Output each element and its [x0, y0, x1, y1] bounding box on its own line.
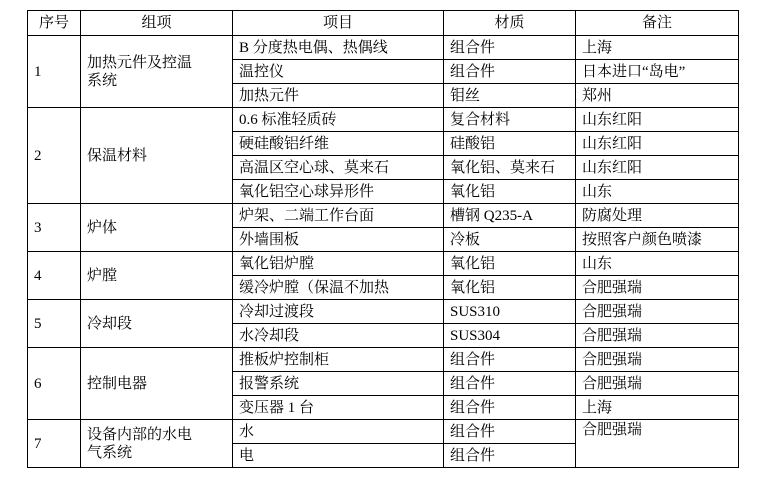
item-cell: 水冷却段: [233, 324, 444, 348]
remark-cell: 郑州: [576, 84, 739, 108]
material-cell: 硅酸铝: [444, 132, 576, 156]
group-label: 炉膛: [87, 267, 118, 284]
material-cell: SUS310: [444, 300, 576, 324]
serial-number-cell: 3: [28, 204, 81, 252]
item-cell: 缓冷炉膛（保温不加热: [233, 276, 444, 300]
equipment-spec-table: [27, 10, 739, 468]
item-cell: 高温区空心球、莫来石: [233, 156, 444, 180]
material-cell: 组合件: [444, 420, 576, 444]
item-cell: 变压器 1 台: [233, 396, 444, 420]
material-cell: 槽钢 Q235-A: [444, 204, 576, 228]
table-row: [28, 300, 739, 324]
serial-number-cell: 5: [28, 300, 81, 348]
group-label: 加热元件及控温系统: [87, 54, 193, 89]
table-row: [28, 204, 739, 228]
material-cell: 氧化铝: [444, 276, 576, 300]
table-row: [28, 420, 739, 444]
material-cell: 氧化铝: [444, 252, 576, 276]
item-cell: 温控仪: [233, 60, 444, 84]
item-cell: 氧化铝炉膛: [233, 252, 444, 276]
material-cell: 复合材料: [444, 108, 576, 132]
remark-cell: 合肥强瑞: [576, 300, 739, 324]
remark-cell: 防腐处理: [576, 204, 739, 228]
item-cell: 报警系统: [233, 372, 444, 396]
remark-cell: 合肥强瑞: [576, 420, 739, 468]
material-cell: 氧化铝、莫来石: [444, 156, 576, 180]
material-cell: 钼丝: [444, 84, 576, 108]
item-cell: 推板炉控制柜: [233, 348, 444, 372]
item-cell: B 分度热电偶、热偶线: [233, 36, 444, 60]
group-label: 保温材料: [87, 147, 148, 164]
header-material: 材质: [444, 11, 576, 36]
item-cell: 加热元件: [233, 84, 444, 108]
group-label: 设备内部的水电气系统: [87, 426, 193, 461]
remark-cell: 合肥强瑞: [576, 276, 739, 300]
remark-cell: 山东红阳: [576, 108, 739, 132]
remark-cell: 合肥强瑞: [576, 348, 739, 372]
remark-cell: 山东红阳: [576, 156, 739, 180]
remark-cell: 日本进口“岛电”: [576, 60, 739, 84]
serial-number-cell: 1: [28, 36, 81, 108]
remark-cell: 合肥强瑞: [576, 324, 739, 348]
table-row: [28, 252, 739, 276]
item-cell: 0.6 标准轻质砖: [233, 108, 444, 132]
remark-cell: 按照客户颜色喷漆: [576, 228, 739, 252]
item-cell: 外墙围板: [233, 228, 444, 252]
group-cell: [81, 420, 233, 468]
header-remark: 备注: [576, 11, 739, 36]
group-label: 控制电器: [87, 375, 148, 392]
group-label: 冷却段: [87, 315, 133, 332]
material-cell: 氧化铝: [444, 180, 576, 204]
group-cell: [81, 204, 233, 252]
table-header-row: [28, 11, 739, 36]
item-cell: 氧化铝空心球异形件: [233, 180, 444, 204]
serial-number-cell: 7: [28, 420, 81, 468]
header-serial-number: 序号: [28, 11, 81, 36]
group-cell: [81, 108, 233, 204]
group-cell: [81, 300, 233, 348]
remark-cell: 山东红阳: [576, 132, 739, 156]
material-cell: 组合件: [444, 444, 576, 468]
table-row: [28, 108, 739, 132]
material-cell: 冷板: [444, 228, 576, 252]
group-cell: [81, 36, 233, 108]
material-cell: SUS304: [444, 324, 576, 348]
remark-cell: 合肥强瑞: [576, 372, 739, 396]
group-cell: [81, 348, 233, 420]
serial-number-cell: 4: [28, 252, 81, 300]
remark-cell: 上海: [576, 36, 739, 60]
material-cell: 组合件: [444, 60, 576, 84]
material-cell: 组合件: [444, 372, 576, 396]
remark-cell: 山东: [576, 180, 739, 204]
item-cell: 硬硅酸铝纤维: [233, 132, 444, 156]
table-row: [28, 36, 739, 60]
group-label: 炉体: [87, 219, 118, 236]
material-cell: 组合件: [444, 348, 576, 372]
serial-number-cell: 2: [28, 108, 81, 204]
item-cell: 水: [233, 420, 444, 444]
header-item: 项目: [233, 11, 444, 36]
item-cell: 冷却过渡段: [233, 300, 444, 324]
material-cell: 组合件: [444, 36, 576, 60]
remark-cell: 山东: [576, 252, 739, 276]
group-cell: [81, 252, 233, 300]
remark-cell: 上海: [576, 396, 739, 420]
material-cell: 组合件: [444, 396, 576, 420]
table-row: [28, 348, 739, 372]
item-cell: 电: [233, 444, 444, 468]
item-cell: 炉架、二端工作台面: [233, 204, 444, 228]
serial-number-cell: 6: [28, 348, 81, 420]
header-group: 组项: [81, 11, 233, 36]
